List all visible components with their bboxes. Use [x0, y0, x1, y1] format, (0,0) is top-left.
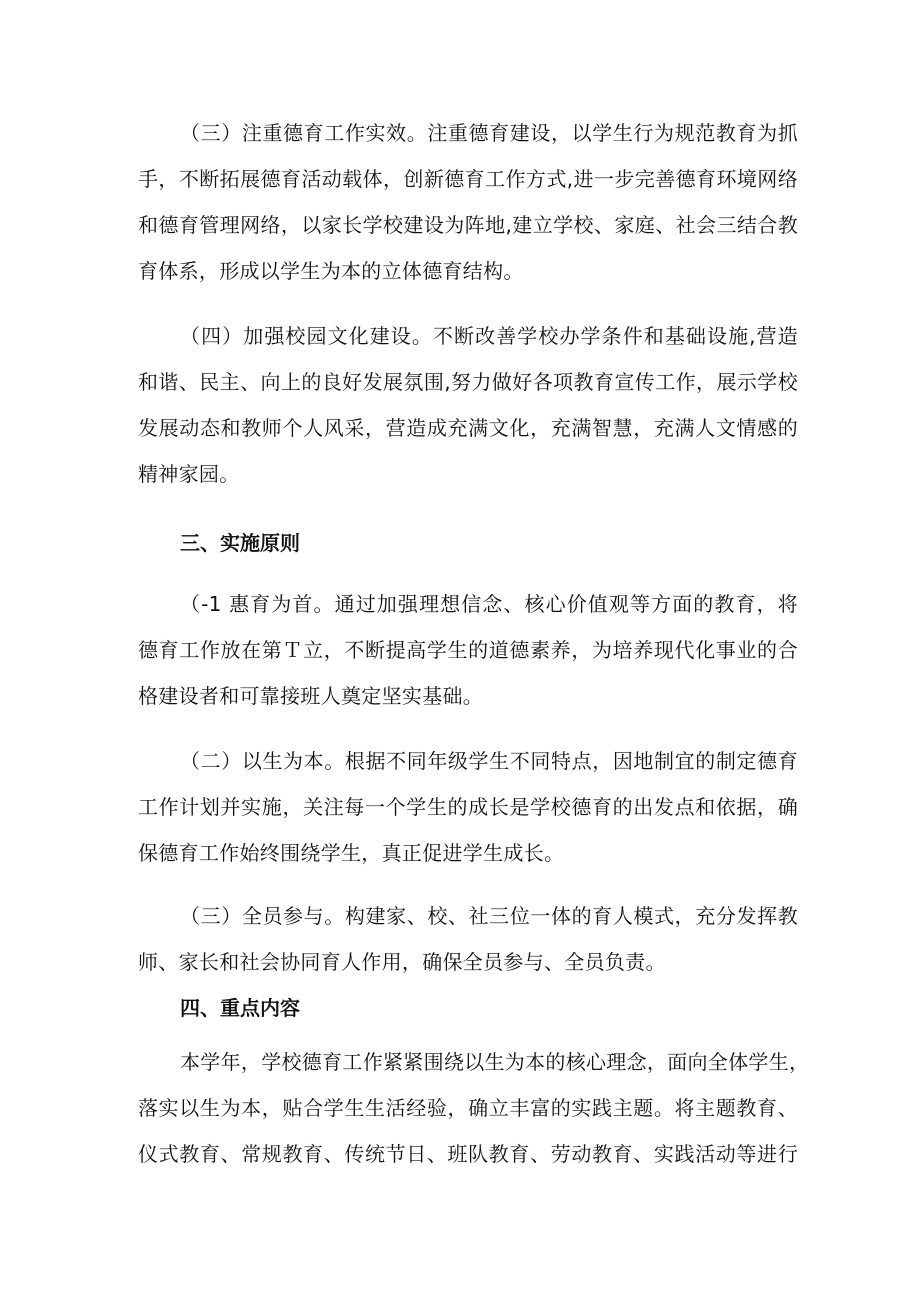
- paragraph-line: 保德育工作始终围绕学生，真正促进学生成长。: [138, 841, 565, 865]
- paragraph-line: 落实以生为本，贴合学生生活经验，确立丰富的实践主题。将主题教育、: [138, 1096, 798, 1120]
- section-heading-key-content: 四、重点内容: [180, 996, 300, 1020]
- paragraph-line: 本学年，学校德育工作紧紧围绕以生为本的核心理念，面向全体学生，: [180, 1050, 810, 1074]
- paragraph-line: 和德育管理网络，以家长学校建设为阵地,建立学校、家庭、社会三结合教: [138, 213, 798, 237]
- paragraph-line: 工作计划并实施，关注每一个学生的成长是学校德育的出发点和依据，确: [138, 795, 798, 819]
- paragraph-line: （四）加强校园文化建设。不断改善学校办学条件和基础设施,营造: [180, 324, 798, 348]
- paragraph-student-centered: [138, 738, 798, 876]
- paragraph-line: 发展动态和教师个人风采，营造成充满文化，充满智慧，充满人文情感的: [138, 416, 798, 440]
- paragraph-line: 格建设者和可靠接班人奠定坚实基础。: [138, 684, 484, 708]
- paragraph-moral-education-effectiveness: [138, 110, 798, 294]
- paragraph-line: （-1 惠育为首。通过加强理想信念、核心价值观等方面的教育，将: [180, 592, 798, 616]
- paragraph-line: 仪式教育、常规教育、传统节日、班队教育、劳动教育、实践活动等进行: [138, 1142, 798, 1166]
- paragraph-line: 手，不断拓展德育活动载体，创新德育工作方式,进一步完善德育环境网络: [138, 167, 798, 191]
- paragraph-moral-first: [138, 581, 798, 719]
- paragraph-campus-culture: [138, 313, 798, 497]
- paragraph-line: （二）以生为本。根据不同年级学生不同特点，因地制宜的制定德育: [180, 749, 798, 773]
- paragraph-full-participation: [138, 893, 798, 985]
- paragraph-line: （三）全员参与。构建家、校、社三位一体的育人模式，充分发挥教: [180, 904, 798, 928]
- paragraph-line: 精神家园。: [138, 462, 240, 486]
- paragraph-line: 育体系，形成以学生为本的立体德育结构。: [138, 259, 524, 283]
- paragraph-school-year-overview: [138, 1039, 810, 1177]
- section-heading-implementation-principles: 三、实施原则: [180, 531, 300, 555]
- paragraph-line: 师、家长和社会协同育人作用，确保全员参与、全员负责。: [138, 950, 666, 974]
- paragraph-line: 德育工作放在第Ｔ立，不断提高学生的道德素养，为培养现代化事业的合: [138, 638, 798, 662]
- paragraph-line: 和谐、民主、向上的良好发展氛围,努力做好各项教育宣传工作，展示学校: [138, 370, 798, 394]
- paragraph-line: （三）注重德育工作实效。注重德育建设，以学生行为规范教育为抓: [180, 121, 798, 145]
